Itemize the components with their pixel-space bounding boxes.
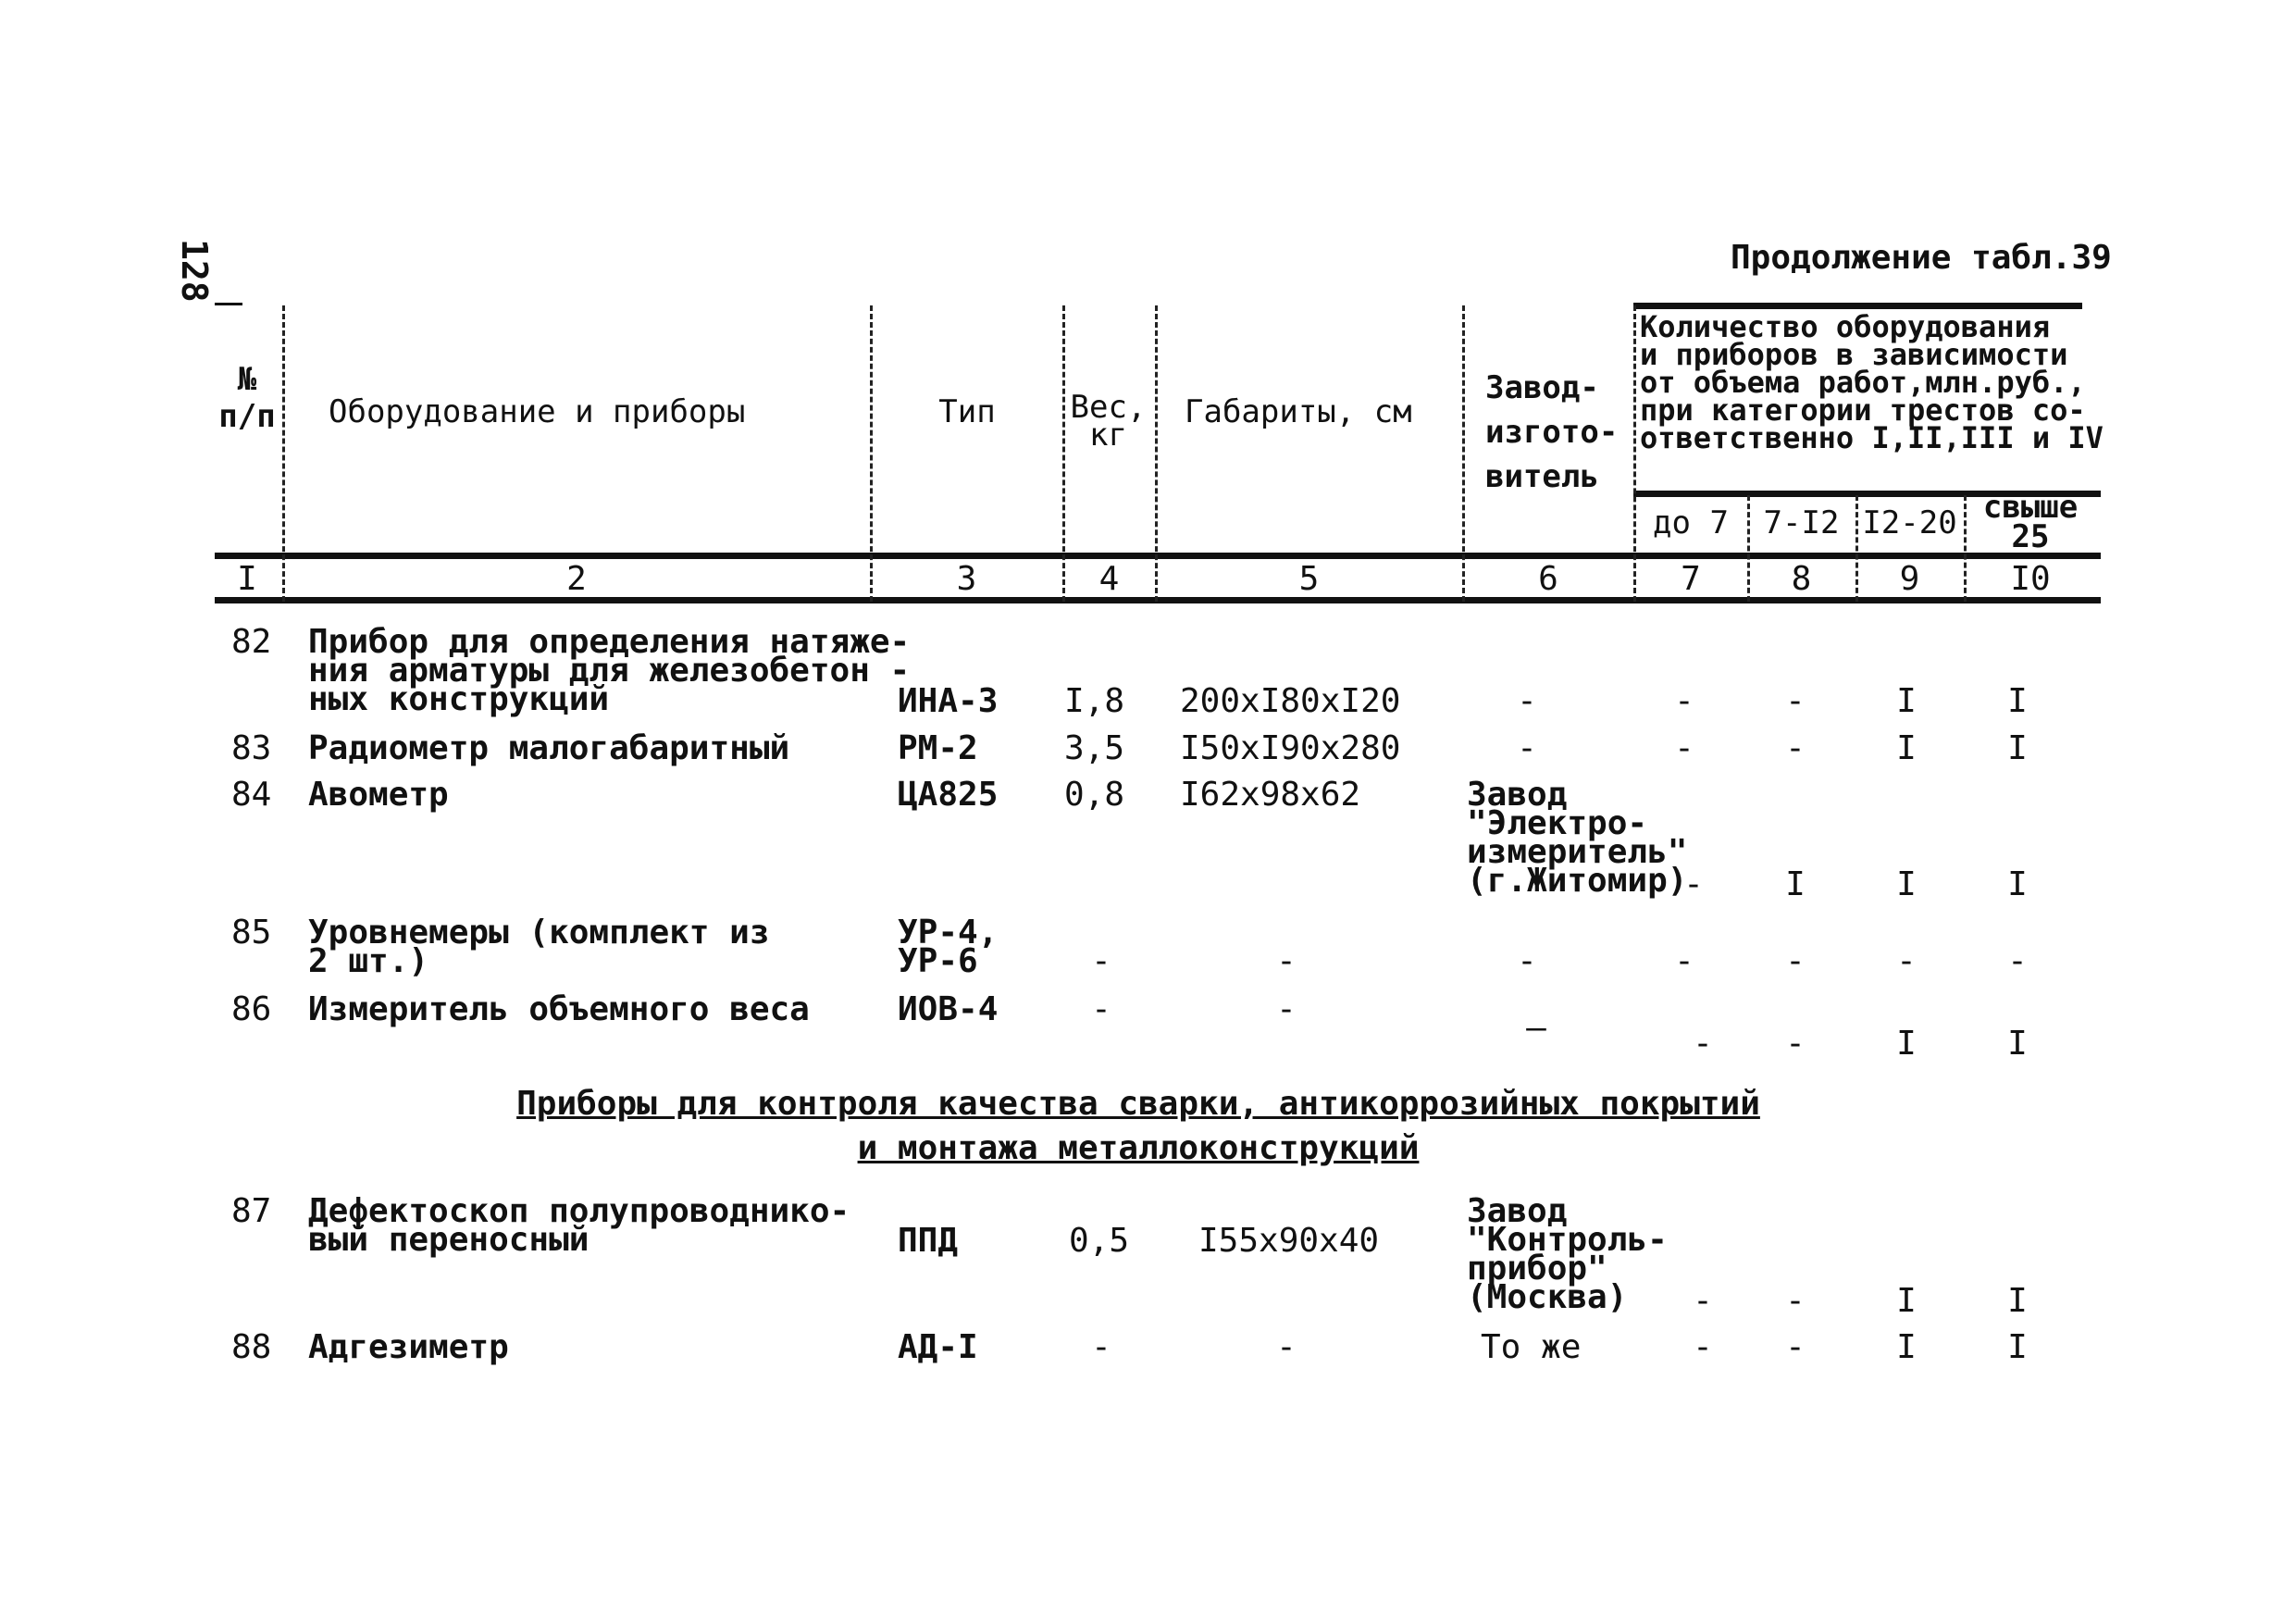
table-continuation-caption: Продолжение табл.39 [1731, 239, 2112, 277]
header-number: № п/п [218, 361, 276, 435]
row-q8: - [1785, 1025, 1806, 1063]
colnum-5: 5 [1298, 560, 1320, 598]
header-quantity: Количество оборудования и приборов в зависимости от объема работ,млн.руб., при категории трестов со- ответственно I,II,III и IV [1640, 309, 2104, 455]
row-q10: - [2007, 942, 2028, 980]
header-top-rule-qty [1633, 303, 2082, 309]
row-name: Измеритель объемного веса [308, 990, 810, 1028]
row-maker: - [1517, 942, 1537, 980]
header-sub-over25: свыше 25 [1982, 489, 2079, 555]
row-maker: - [1517, 729, 1537, 767]
colnum-3: 3 [956, 560, 977, 598]
row-q7: - [1693, 1282, 1713, 1320]
row-q8: - [1785, 729, 1806, 767]
row-q8: - [1785, 1282, 1806, 1320]
row-q10: I [2007, 1328, 2028, 1366]
row-dimensions: - [1276, 990, 1297, 1028]
row-q7: - [1693, 1328, 1713, 1366]
header-bottom-rule [215, 553, 2101, 559]
row-dimensions: - [1276, 942, 1297, 980]
row-number: 83 [231, 729, 272, 767]
row-q7: - [1674, 942, 1694, 980]
row-number: 87 [231, 1192, 272, 1230]
row-q9: I [1896, 865, 1917, 903]
row-name: Прибор для определения натяже- ния арматуры для железобетон - ных конструкций [308, 623, 911, 718]
section-title: Приборы для контроля качества сварки, антикоррозийных покрытий [516, 1085, 1760, 1123]
row-number: 88 [231, 1328, 272, 1366]
row-q9: I [1896, 1282, 1917, 1320]
row-q9: I [1896, 1328, 1917, 1366]
header-top-rule-left [215, 303, 242, 305]
row-weight: - [1091, 990, 1111, 1028]
header-sub-upto7: до 7 [1653, 504, 1729, 541]
row-q8: - [1785, 682, 1806, 720]
header-sub-12-20: I2-20 [1862, 504, 1957, 541]
row-q7: - [1693, 1025, 1713, 1063]
row-number: 82 [231, 623, 272, 661]
row-name: Уровнемеры (комплект из 2 шт.) [308, 914, 770, 980]
row-q8: - [1785, 942, 1806, 980]
row-name: Радиометр малогабаритный [308, 729, 790, 767]
row-q9: - [1896, 942, 1917, 980]
section-title-line2: и монтажа металлоконструкций [857, 1129, 1420, 1167]
row-q9: I [1896, 729, 1917, 767]
colnum-4: 4 [1098, 560, 1120, 598]
page-number: 128 [174, 239, 215, 303]
row-q7: - [1674, 729, 1694, 767]
row-weight: - [1091, 942, 1111, 980]
colnum-10: I0 [2010, 560, 2051, 598]
row-type: ИНА-3 [898, 682, 999, 720]
col-sep-1 [282, 305, 285, 602]
col-sep-6 [1633, 305, 1636, 602]
row-type: АД-I [898, 1328, 978, 1366]
row-name: Авометр [308, 776, 449, 814]
row-type: УР-4, УР-6 [898, 914, 999, 980]
row-q9: I [1896, 1025, 1917, 1063]
column-numbers-rule [215, 597, 2101, 603]
header-equipment: Оборудование и приборы [329, 393, 746, 430]
colnum-6: 6 [1538, 560, 1558, 598]
header-type: Тип [938, 393, 996, 430]
row-weight: 0,8 [1064, 776, 1125, 814]
row-name: Дефектоскоп полупроводнико- вый переносный [308, 1192, 850, 1259]
header-dimensions: Габариты, см [1185, 393, 1412, 430]
colnum-9: 9 [1899, 560, 1920, 598]
row-q9: I [1896, 682, 1917, 720]
row-q7: - [1683, 865, 1704, 903]
header-sub-7-12: 7-I2 [1763, 504, 1840, 541]
row-type: ЦА825 [898, 776, 999, 814]
row-maker: — [1526, 1009, 1546, 1047]
row-number: 86 [231, 990, 272, 1028]
row-maker: - [1517, 682, 1537, 720]
row-q8: - [1785, 1328, 1806, 1366]
colnum-7: 7 [1681, 560, 1701, 598]
row-maker: Завод "Контроль- прибор" (Москва) [1467, 1192, 1668, 1316]
header-manufacturer: Завод- изгото- витель [1485, 369, 1619, 495]
row-q10: I [2007, 1282, 2028, 1320]
row-weight: I,8 [1064, 682, 1125, 720]
row-dimensions: - [1276, 1328, 1297, 1366]
header-weight: Вес, кг [1070, 389, 1147, 454]
col-sep-3 [1062, 305, 1065, 602]
row-q10: I [2007, 1025, 2028, 1063]
col-sep-4 [1155, 305, 1158, 602]
row-name: Адгезиметр [308, 1328, 509, 1366]
row-weight: - [1091, 1328, 1111, 1366]
row-maker: Завод "Электро- измеритель" (г.Житомир) [1467, 776, 1688, 900]
colnum-8: 8 [1791, 560, 1812, 598]
row-number: 84 [231, 776, 272, 814]
row-dimensions: 200xI80xI20 [1180, 682, 1401, 720]
row-type: ИОВ-4 [898, 990, 999, 1028]
row-q7: - [1674, 682, 1694, 720]
row-q8: I [1785, 865, 1806, 903]
row-weight: 3,5 [1064, 729, 1125, 767]
row-q10: I [2007, 682, 2028, 720]
col-sep-2 [870, 305, 873, 602]
row-number: 85 [231, 914, 272, 952]
col-sep-5 [1462, 305, 1465, 602]
colnum-2: 2 [566, 560, 587, 598]
row-dimensions: I50xI90x280 [1180, 729, 1401, 767]
row-dimensions: I62x98x62 [1180, 776, 1361, 814]
row-maker: То же [1481, 1328, 1582, 1366]
row-type: РМ-2 [898, 729, 978, 767]
colnum-1: I [237, 560, 257, 598]
row-q10: I [2007, 865, 2028, 903]
row-weight: 0,5 [1069, 1222, 1130, 1260]
row-dimensions: I55x90x40 [1198, 1222, 1380, 1260]
row-type: ППД [898, 1222, 959, 1260]
row-q10: I [2007, 729, 2028, 767]
